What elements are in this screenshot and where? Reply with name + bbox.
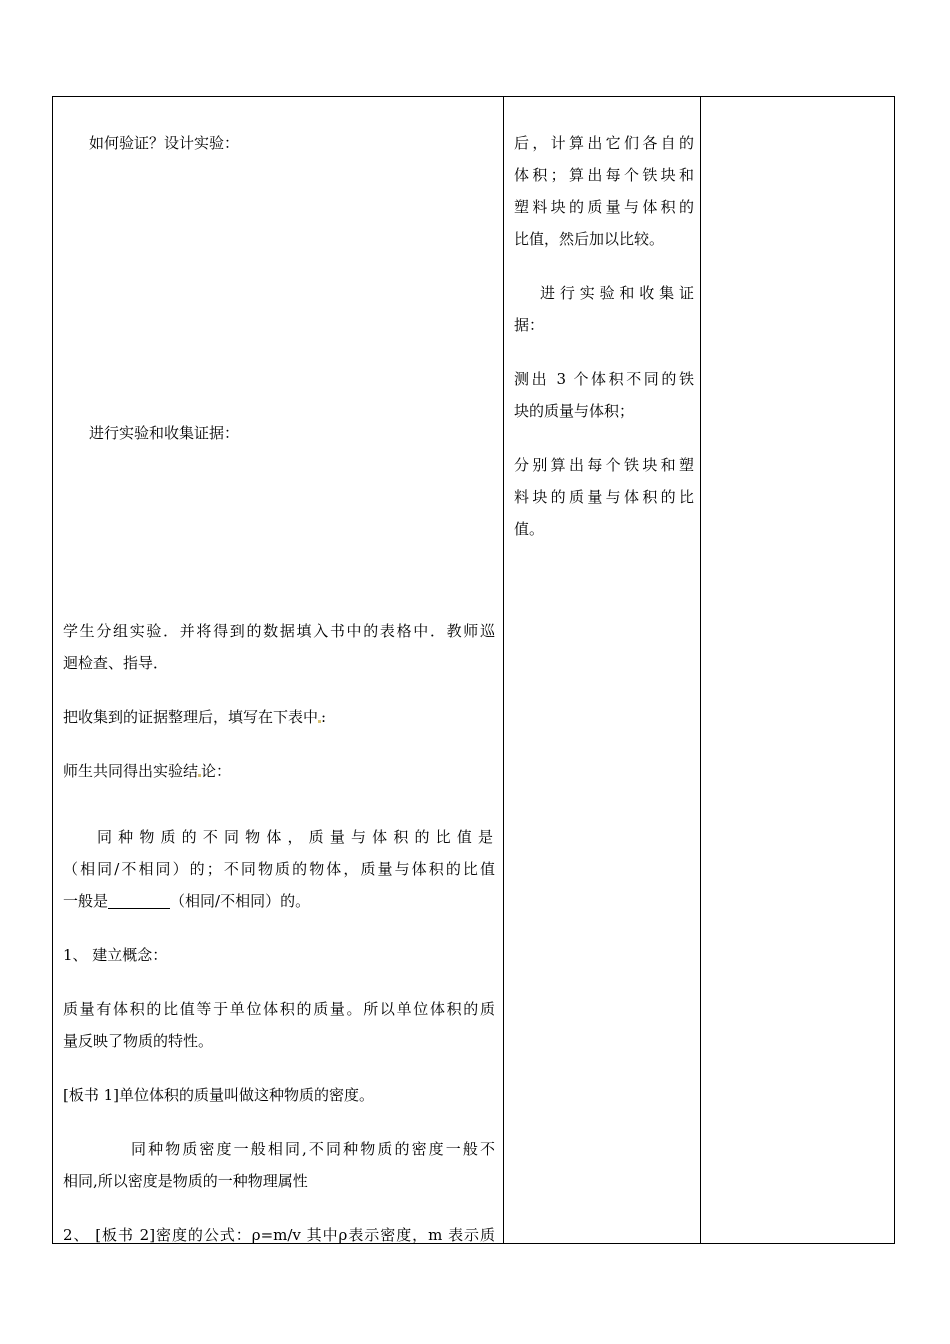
conclusion-text: 师生共同得出实验结 论： [63, 762, 232, 780]
same-substance-line3: 一般是 （相同/不相同）的。 [63, 892, 311, 910]
concept-heading: 1、 建立概念： [63, 946, 168, 964]
activity-c-line1: 测出 3 个体积不同的铁 [514, 370, 694, 388]
ratio-line1: 质量有体积的比值等于单位体积的质量。所以单位体积的质 [63, 1000, 495, 1018]
same-substance-line2: （相同/不相同）的；不同物质的物体，质量与体积的比值 [63, 860, 495, 878]
verify-heading: 如何验证？设计实验： [89, 134, 240, 152]
density-line2: 相同,所以密度是物质的一种物理属性 [63, 1172, 308, 1190]
activity-c-line2: 块的质量与体积； [514, 402, 635, 420]
activity-d-line3: 值。 [514, 520, 545, 538]
ratio-line2: 量反映了物质的特性。 [63, 1032, 214, 1050]
group-experiment-line1: 学生分组实验．并将得到的数据填入书中的表格中．教师巡 [63, 622, 495, 640]
density-line1: 同种物质密度一般相同,不同种物质的密度一般不 [131, 1140, 495, 1158]
activity-a-line3: 塑料块的质量与体积的 [514, 198, 694, 216]
activity-a-line4: 比值，然后加以比较。 [514, 230, 665, 248]
teaching-content-cell [53, 97, 503, 1243]
group-experiment-line2: 迴检查、指导． [63, 654, 169, 672]
activity-d-line1: 分别算出每个铁块和塑 [514, 456, 694, 474]
same-substance-line1: 同种物质的不同物体，质量与体积的比值是 [97, 828, 495, 846]
density-formula: 2、 [板书 2]密度的公式：ρ=m/v 其中ρ表示密度，m 表示质 [63, 1226, 495, 1243]
board-note-1: [板书 1]单位体积的质量叫做这种物质的密度。 [63, 1086, 375, 1104]
activity-b-line2: 据： [514, 316, 545, 334]
student-activity-cell [504, 97, 700, 1243]
activity-a-line1: 后，计算出它们各自的 [514, 134, 694, 152]
fill-blank[interactable] [108, 891, 170, 909]
experiment-heading: 进行实验和收集证据： [89, 424, 240, 442]
organize-evidence: 把收集到的证据整理后，填写在下表中 : [63, 708, 327, 726]
notes-cell [701, 97, 894, 1243]
activity-d-line2: 料块的质量与体积的比 [514, 488, 694, 506]
lesson-table [52, 96, 895, 1244]
activity-b-line1: 进行实验和收集证 [540, 284, 694, 302]
activity-a-line2: 体积；算出每个铁块和 [514, 166, 694, 184]
